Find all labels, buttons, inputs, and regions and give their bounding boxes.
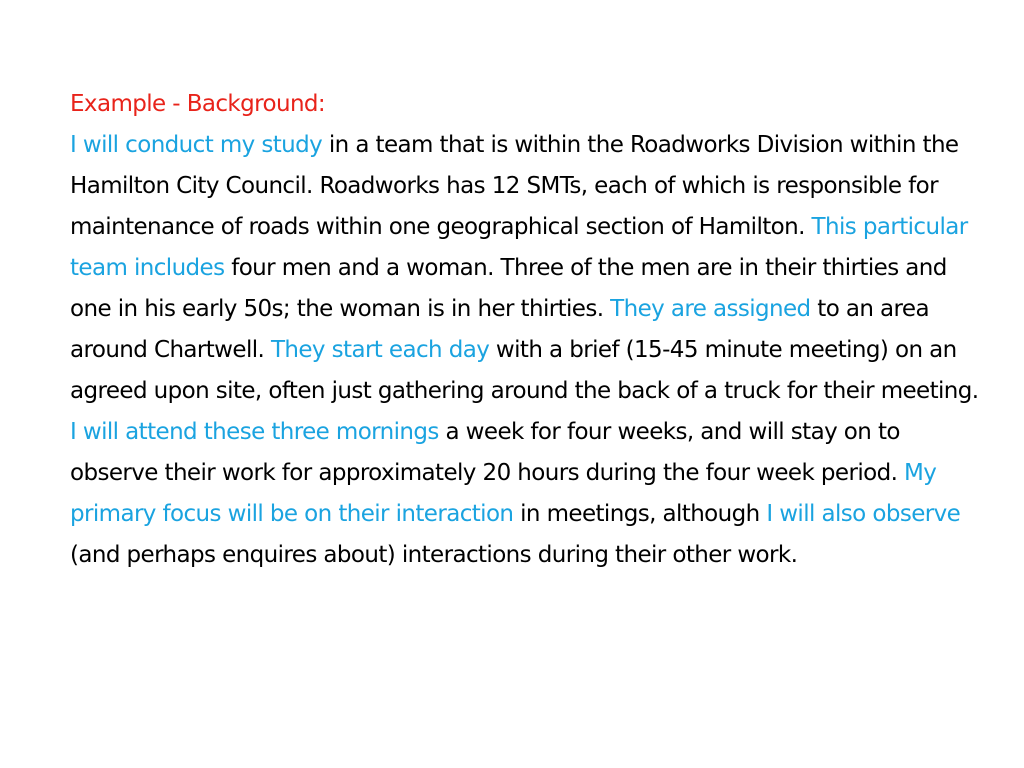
highlight-phrase-primary-focus: My primary focus will be on their interaction xyxy=(70,460,937,527)
body-text-schedule: a week for four weeks, and will stay on to observe their work for approximately 20 hours during the four week period. xyxy=(70,419,904,486)
body-text-other-work: (and perhaps enquires about) interactions during their other work. xyxy=(70,542,798,568)
body-text-team-description: in a team that is within the Roadworks Division within the Hamilton City Council. Roadworks has 12 SMTs, each of which is responsible for maintenance of roads within one geographical section of Hamilton. xyxy=(70,132,959,240)
body-text-meetings: in meetings, although xyxy=(513,501,767,527)
body-text-area: to an area around Chartwell. xyxy=(70,296,929,363)
body-text-block xyxy=(70,84,980,576)
highlight-phrase-team-includes: This particular team includes xyxy=(70,214,968,281)
slide-heading: Example - Background: xyxy=(70,91,326,117)
highlight-phrase-attend-mornings: I will attend these three mornings xyxy=(70,419,439,445)
highlight-phrase-conduct-study: I will conduct my study xyxy=(70,132,323,158)
highlight-phrase-assigned: They are assigned xyxy=(610,296,811,322)
body-text-meeting: with a brief (15-45 minute meeting) on an agreed upon site, often just gathering around the back of a truck for their meeting. xyxy=(70,337,979,404)
body-text-team-members: four men and a woman. Three of the men are in their thirties and one in his early 50s; the woman is in her thirties. xyxy=(70,255,947,322)
highlight-phrase-also-observe: I will also observe xyxy=(766,501,961,527)
highlight-phrase-start-each-day: They start each day xyxy=(270,337,490,363)
